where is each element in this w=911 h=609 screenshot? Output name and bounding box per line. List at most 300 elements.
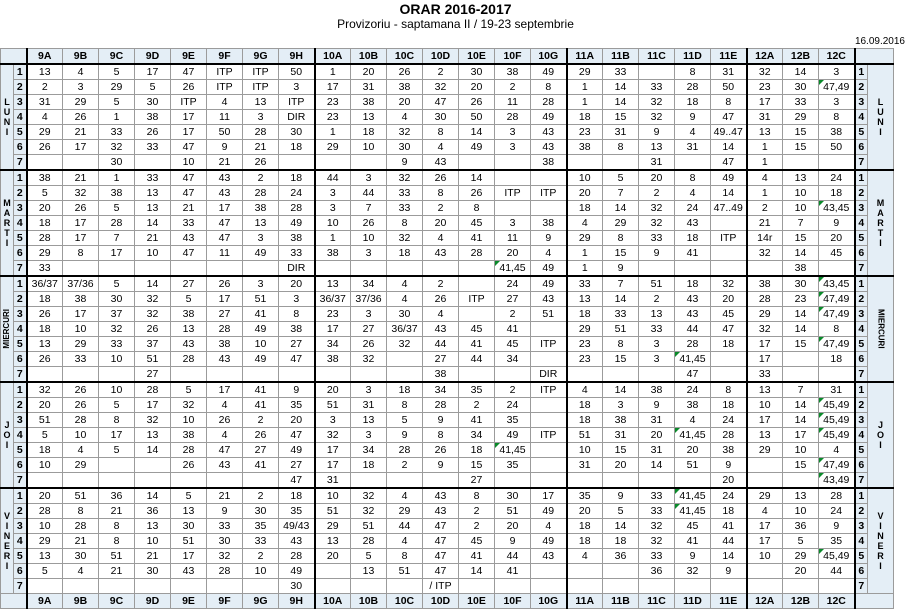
schedule-cell [783, 352, 819, 367]
schedule-cell: 43 [531, 549, 567, 564]
schedule-cell: 45 [459, 534, 495, 549]
schedule-cell: 38 [171, 307, 207, 322]
schedule-cell: 28 [675, 80, 711, 95]
schedule-cell: 47 [171, 186, 207, 201]
schedule-cell: 4 [27, 110, 63, 125]
schedule-cell: 26 [27, 352, 63, 367]
schedule-cell: 14 [459, 125, 495, 140]
schedule-cell [279, 155, 315, 171]
schedule-row [1, 80, 894, 95]
schedule-cell: 18 [27, 216, 63, 231]
schedule-cell: 29 [63, 337, 99, 352]
schedule-cell: 17 [747, 534, 783, 549]
schedule-cell: 14 [711, 549, 747, 564]
day-letter: N [3, 117, 11, 127]
period-number: 1 [14, 276, 27, 292]
schedule-cell [531, 458, 567, 473]
schedule-cell: 4 [207, 398, 243, 413]
schedule-cell: 31 [567, 458, 603, 473]
schedule-cell: 1 [567, 80, 603, 95]
schedule-cell: 38 [567, 140, 603, 155]
schedule-row [1, 579, 894, 594]
schedule-cell: 30 [135, 95, 171, 110]
schedule-cell: 43 [207, 352, 243, 367]
schedule-cell: 36 [135, 504, 171, 519]
schedule-cell: 31 [675, 140, 711, 155]
timetable-grid [0, 48, 894, 609]
schedule-cell: 9 [639, 246, 675, 261]
schedule-cell: 1 [315, 64, 351, 80]
schedule-cell: 43 [207, 458, 243, 473]
schedule-cell: 29 [387, 504, 423, 519]
class-header: 10F [495, 594, 531, 609]
schedule-cell: 37 [99, 307, 135, 322]
period-number: 6 [14, 246, 27, 261]
schedule-cell: 14 [603, 382, 639, 398]
period-number: 4 [14, 428, 27, 443]
period-number: 2 [855, 186, 868, 201]
schedule-cell: 27 [279, 337, 315, 352]
day-letter: I [879, 127, 882, 137]
schedule-cell: 47 [171, 64, 207, 80]
day-letter: E [3, 541, 10, 551]
schedule-cell: 28 [495, 110, 531, 125]
schedule-cell: 14 [783, 246, 819, 261]
schedule-cell: 24 [279, 186, 315, 201]
schedule-cell: 10 [747, 398, 783, 413]
schedule-cell [207, 473, 243, 489]
period-number: 6 [855, 352, 868, 367]
schedule-cell: 14 [135, 276, 171, 292]
schedule-cell [99, 367, 135, 383]
schedule-cell: 49 [531, 261, 567, 277]
schedule-cell: 31 [351, 398, 387, 413]
day-letter: MIERCURI [876, 309, 886, 349]
schedule-cell: 49/43 [279, 519, 315, 534]
schedule-cell: 4 [819, 443, 855, 458]
schedule-cell [387, 352, 423, 367]
period-number: 3 [855, 519, 868, 534]
period-number: 7 [855, 155, 868, 171]
schedule-cell: 23 [315, 307, 351, 322]
schedule-cell: 18 [675, 231, 711, 246]
schedule-cell: 28 [279, 549, 315, 564]
schedule-cell: 35 [495, 413, 531, 428]
schedule-cell: 51 [639, 276, 675, 292]
schedule-cell [495, 170, 531, 186]
schedule-cell: 1 [567, 261, 603, 277]
schedule-row [1, 398, 894, 413]
schedule-cell: 1 [315, 231, 351, 246]
schedule-cell: 8 [387, 549, 423, 564]
schedule-cell: 33 [639, 549, 675, 564]
schedule-cell: 43 [171, 231, 207, 246]
schedule-cell: 18 [675, 95, 711, 110]
schedule-cell: 9 [387, 428, 423, 443]
day-letter: L [4, 97, 10, 107]
schedule-cell: 2 [387, 458, 423, 473]
schedule-cell: 5 [171, 488, 207, 504]
schedule-cell: 14 [783, 413, 819, 428]
schedule-cell: 32 [387, 231, 423, 246]
schedule-cell: 10 [27, 458, 63, 473]
schedule-cell: 49 [531, 534, 567, 549]
schedule-cell: 37/36 [63, 276, 99, 292]
schedule-cell: 13 [567, 292, 603, 307]
schedule-row [1, 443, 894, 458]
schedule-cell: 23 [567, 352, 603, 367]
schedule-cell: 5 [387, 413, 423, 428]
schedule-cell: 24 [711, 413, 747, 428]
period-number: 6 [14, 564, 27, 579]
schedule-cell: 13 [135, 186, 171, 201]
schedule-cell: 5 [171, 382, 207, 398]
schedule-cell: 15 [783, 458, 819, 473]
schedule-cell: 47,49 [819, 80, 855, 95]
schedule-cell [351, 261, 387, 277]
period-number: 3 [14, 201, 27, 216]
schedule-cell: 45,49 [819, 398, 855, 413]
period-number: 1 [855, 64, 868, 80]
schedule-cell: 11 [207, 110, 243, 125]
schedule-cell: 4 [675, 125, 711, 140]
schedule-cell: 26 [171, 80, 207, 95]
class-header: 9B [63, 594, 99, 609]
schedule-cell: 13 [315, 534, 351, 549]
day-letter: O [3, 430, 11, 440]
day-label-left [1, 170, 14, 276]
schedule-cell: 26 [459, 95, 495, 110]
schedule-cell [531, 170, 567, 186]
schedule-cell: 33 [207, 519, 243, 534]
schedule-cell: 31 [27, 95, 63, 110]
schedule-cell [99, 458, 135, 473]
schedule-cell: 33 [63, 352, 99, 367]
schedule-cell: 44 [315, 170, 351, 186]
schedule-cell [315, 367, 351, 383]
schedule-row [1, 201, 894, 216]
schedule-cell: 2 [459, 519, 495, 534]
day-letter: J [4, 420, 10, 430]
period-number: 5 [855, 125, 868, 140]
day-letter: I [5, 521, 9, 531]
schedule-row [1, 458, 894, 473]
schedule-cell: DIR [531, 367, 567, 383]
schedule-row [1, 534, 894, 549]
schedule-cell: 18 [567, 110, 603, 125]
schedule-date: 16.09.2016 [854, 36, 905, 47]
header-blank [855, 594, 894, 609]
schedule-cell: 10 [63, 428, 99, 443]
schedule-cell: 29 [99, 80, 135, 95]
schedule-cell: 36 [603, 549, 639, 564]
schedule-cell: 33 [171, 216, 207, 231]
schedule-cell: 38 [387, 80, 423, 95]
day-letter: V [877, 511, 884, 521]
schedule-cell: 9 [207, 504, 243, 519]
schedule-cell [351, 579, 387, 594]
schedule-cell: 17 [171, 110, 207, 125]
schedule-cell: 32 [639, 95, 675, 110]
schedule-cell: 4 [387, 534, 423, 549]
schedule-cell: 49 [531, 504, 567, 519]
schedule-cell: 38 [279, 231, 315, 246]
schedule-cell: 10 [99, 352, 135, 367]
schedule-row [1, 382, 894, 398]
period-number: 1 [14, 382, 27, 398]
schedule-cell: 44 [351, 186, 387, 201]
schedule-cell: 31 [711, 64, 747, 80]
schedule-cell: 32 [387, 337, 423, 352]
schedule-cell: 31 [315, 473, 351, 489]
schedule-cell [315, 155, 351, 171]
schedule-row [1, 307, 894, 322]
schedule-cell: 29 [315, 519, 351, 534]
schedule-cell: 33 [747, 367, 783, 383]
schedule-cell [819, 367, 855, 383]
schedule-cell: 3 [351, 428, 387, 443]
schedule-cell [387, 261, 423, 277]
schedule-cell: 38 [279, 322, 315, 337]
schedule-cell: 28 [243, 186, 279, 201]
schedule-cell: 38 [135, 110, 171, 125]
schedule-cell: 43 [171, 564, 207, 579]
schedule-cell: 14 [783, 307, 819, 322]
period-number: 1 [14, 64, 27, 80]
schedule-cell: 36/37 [27, 276, 63, 292]
schedule-cell: 15 [783, 125, 819, 140]
period-number: 2 [855, 398, 868, 413]
day-letter: L [877, 97, 884, 107]
schedule-cell [819, 155, 855, 171]
schedule-cell: 29 [567, 64, 603, 80]
schedule-cell: 9 [711, 458, 747, 473]
schedule-cell: 51 [387, 564, 423, 579]
schedule-cell: 28 [279, 201, 315, 216]
schedule-cell: 36/37 [387, 322, 423, 337]
schedule-cell: 41,45 [675, 504, 711, 519]
period-number: 7 [14, 367, 27, 383]
schedule-cell: 45 [459, 322, 495, 337]
header-row-bottom [1, 594, 894, 609]
schedule-cell: 2 [243, 413, 279, 428]
period-number: 4 [14, 322, 27, 337]
schedule-cell: 20 [423, 216, 459, 231]
schedule-cell: 38 [495, 64, 531, 80]
schedule-cell: 9 [819, 216, 855, 231]
schedule-cell: 29 [27, 534, 63, 549]
schedule-cell: 8 [387, 398, 423, 413]
schedule-row [1, 519, 894, 534]
schedule-cell: 33 [639, 504, 675, 519]
schedule-cell: 2 [423, 276, 459, 292]
schedule-cell [531, 322, 567, 337]
schedule-cell: 8 [459, 488, 495, 504]
schedule-cell [495, 473, 531, 489]
schedule-cell: 44 [459, 352, 495, 367]
schedule-cell: 43 [423, 504, 459, 519]
schedule-cell [747, 579, 783, 594]
schedule-cell: 18 [603, 534, 639, 549]
schedule-cell: 10 [135, 246, 171, 261]
schedule-cell: 32 [639, 201, 675, 216]
schedule-row [1, 170, 894, 186]
schedule-cell: 49 [243, 246, 279, 261]
schedule-cell: 18 [279, 488, 315, 504]
schedule-cell: 13 [171, 504, 207, 519]
schedule-cell [63, 579, 99, 594]
period-number: 7 [14, 261, 27, 277]
schedule-cell: 41 [243, 458, 279, 473]
schedule-cell: 49 [459, 140, 495, 155]
schedule-cell: 14 [135, 488, 171, 504]
schedule-cell: 47..49 [711, 201, 747, 216]
schedule-cell: 8 [711, 382, 747, 398]
period-number: 1 [14, 488, 27, 504]
day-label-right [868, 170, 894, 276]
schedule-cell: 14 [603, 519, 639, 534]
schedule-cell: 20 [27, 488, 63, 504]
schedule-cell: 2 [243, 488, 279, 504]
schedule-row [1, 292, 894, 307]
schedule-cell: 10 [27, 519, 63, 534]
schedule-cell: 20 [27, 201, 63, 216]
schedule-cell: 35 [495, 458, 531, 473]
schedule-cell: 34 [423, 382, 459, 398]
class-header: 10B [351, 49, 387, 65]
schedule-cell: 23 [567, 125, 603, 140]
schedule-cell: 26 [459, 186, 495, 201]
schedule-cell: 3 [279, 292, 315, 307]
schedule-cell [243, 473, 279, 489]
schedule-cell: 18 [351, 458, 387, 473]
schedule-cell: 10 [783, 443, 819, 458]
schedule-cell: 4 [675, 186, 711, 201]
class-header: 9E [171, 594, 207, 609]
schedule-cell: 21 [171, 201, 207, 216]
period-number: 6 [855, 140, 868, 155]
schedule-cell: 17 [207, 292, 243, 307]
schedule-cell: 18 [27, 322, 63, 337]
schedule-row [1, 352, 894, 367]
schedule-cell: 2 [459, 504, 495, 519]
schedule-cell: 3 [351, 307, 387, 322]
schedule-cell [603, 579, 639, 594]
day-letter: N [877, 531, 884, 541]
schedule-cell: 4 [387, 292, 423, 307]
schedule-cell [675, 579, 711, 594]
schedule-cell [675, 261, 711, 277]
schedule-cell: 35 [279, 504, 315, 519]
schedule-cell: 31 [351, 80, 387, 95]
schedule-cell: 45 [675, 519, 711, 534]
schedule-cell: 13 [243, 95, 279, 110]
schedule-cell: 9 [279, 382, 315, 398]
schedule-cell: 2 [243, 170, 279, 186]
schedule-cell: 30 [171, 519, 207, 534]
schedule-cell: 4 [567, 382, 603, 398]
period-number: 7 [14, 155, 27, 171]
schedule-cell: 18 [387, 246, 423, 261]
schedule-cell [459, 579, 495, 594]
schedule-row [1, 261, 894, 277]
schedule-cell [171, 367, 207, 383]
schedule-cell: 23 [315, 110, 351, 125]
day-letter: M [876, 198, 885, 208]
schedule-cell [135, 261, 171, 277]
schedule-cell: 28 [135, 382, 171, 398]
schedule-cell [99, 579, 135, 594]
schedule-cell: 7 [783, 216, 819, 231]
schedule-cell: 43,45 [819, 201, 855, 216]
schedule-cell: 1 [99, 170, 135, 186]
schedule-cell: 41 [459, 337, 495, 352]
schedule-cell: 15 [459, 458, 495, 473]
schedule-cell: 30 [459, 64, 495, 80]
schedule-cell: 30 [279, 125, 315, 140]
schedule-cell: 44 [711, 534, 747, 549]
class-header: 9G [243, 49, 279, 65]
schedule-cell [531, 398, 567, 413]
schedule-cell: 20 [315, 382, 351, 398]
period-number: 3 [855, 201, 868, 216]
schedule-cell: 47 [171, 246, 207, 261]
schedule-cell: 10 [783, 201, 819, 216]
schedule-cell: 13 [27, 64, 63, 80]
schedule-cell: 35 [459, 382, 495, 398]
schedule-cell: 47 [171, 140, 207, 155]
day-letter: T [4, 228, 10, 238]
schedule-cell: 38 [351, 95, 387, 110]
schedule-cell: 30 [63, 549, 99, 564]
schedule-cell: 38 [27, 170, 63, 186]
schedule-cell: ITP [711, 231, 747, 246]
schedule-cell [711, 352, 747, 367]
schedule-cell: 49 [711, 170, 747, 186]
schedule-cell: ITP [459, 292, 495, 307]
schedule-cell: 32 [387, 125, 423, 140]
schedule-cell [711, 246, 747, 261]
schedule-cell: 27 [243, 443, 279, 458]
schedule-cell: 10 [351, 231, 387, 246]
schedule-cell: 29 [747, 307, 783, 322]
schedule-cell: 49 [279, 443, 315, 458]
schedule-cell: 10 [243, 564, 279, 579]
schedule-cell: 21 [207, 488, 243, 504]
schedule-cell: 38 [531, 155, 567, 171]
schedule-cell: 13 [639, 307, 675, 322]
schedule-cell: 4 [207, 95, 243, 110]
schedule-cell: 45 [711, 307, 747, 322]
schedule-cell [639, 261, 675, 277]
day-letter: M [3, 198, 11, 208]
schedule-cell: 13 [315, 276, 351, 292]
schedule-cell: 17 [63, 307, 99, 322]
schedule-cell: 13 [135, 201, 171, 216]
class-header: 9B [63, 49, 99, 65]
schedule-cell: 13 [351, 564, 387, 579]
schedule-row [1, 216, 894, 231]
schedule-cell: 38 [783, 261, 819, 277]
period-number: 5 [14, 337, 27, 352]
schedule-cell: 47 [423, 549, 459, 564]
schedule-cell: 29 [747, 443, 783, 458]
schedule-cell: 8 [711, 95, 747, 110]
schedule-cell: 28 [459, 246, 495, 261]
class-header: 11B [603, 594, 639, 609]
day-letter: I [5, 127, 9, 137]
schedule-cell [531, 201, 567, 216]
